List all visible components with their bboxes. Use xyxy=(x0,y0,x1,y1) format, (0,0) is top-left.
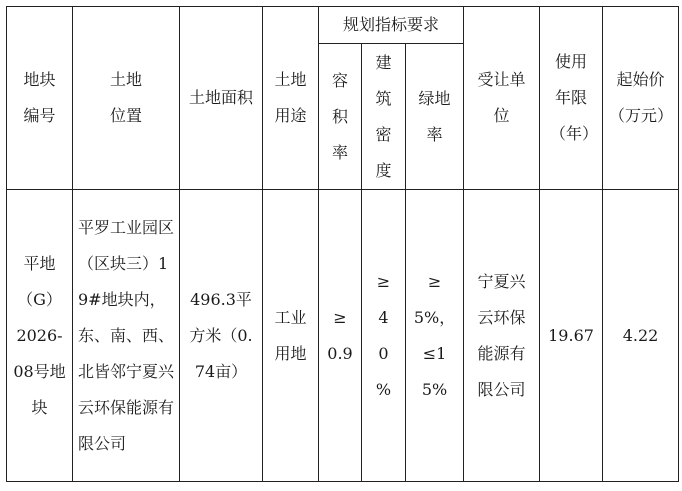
cell-area: 496.3平方米（0.74亩） xyxy=(180,190,263,482)
header-area: 土地面积 xyxy=(180,7,263,190)
header-plot-number: 地块编号 xyxy=(7,7,73,190)
header-start-price: 起始价（万元） xyxy=(603,7,679,190)
cell-density: ≥40% xyxy=(362,190,406,482)
header-planning-group: 规划指标要求 xyxy=(319,7,464,44)
header-green-ratio: 绿地率 xyxy=(406,44,464,190)
header-location: 土地位置 xyxy=(73,7,180,190)
cell-far: ≥0.9 xyxy=(319,190,362,482)
cell-location: 平罗工业园区（区块三）19#地块内，东、南、西、北皆邻宁夏兴云环保能源有限公司 xyxy=(73,190,180,482)
cell-transferee: 宁夏兴云环保能源有限公司 xyxy=(464,190,540,482)
cell-term: 19.67 xyxy=(540,190,603,482)
header-far: 容积率 xyxy=(319,44,362,190)
land-transfer-table xyxy=(6,6,679,482)
cell-green-ratio: ≥5%，≤15% xyxy=(406,190,464,482)
header-use: 土地用途 xyxy=(263,7,319,190)
header-row-1 xyxy=(7,7,679,44)
cell-plot-number: 平地（G）2026-08号地块 xyxy=(7,190,73,482)
header-transferee: 受让单位 xyxy=(464,7,540,190)
header-term: 使用年限（年） xyxy=(540,7,603,190)
cell-use: 工业用地 xyxy=(263,190,319,482)
header-density: 建筑密度 xyxy=(362,44,406,190)
table-row xyxy=(7,190,679,482)
cell-start-price: 4.22 xyxy=(603,190,679,482)
